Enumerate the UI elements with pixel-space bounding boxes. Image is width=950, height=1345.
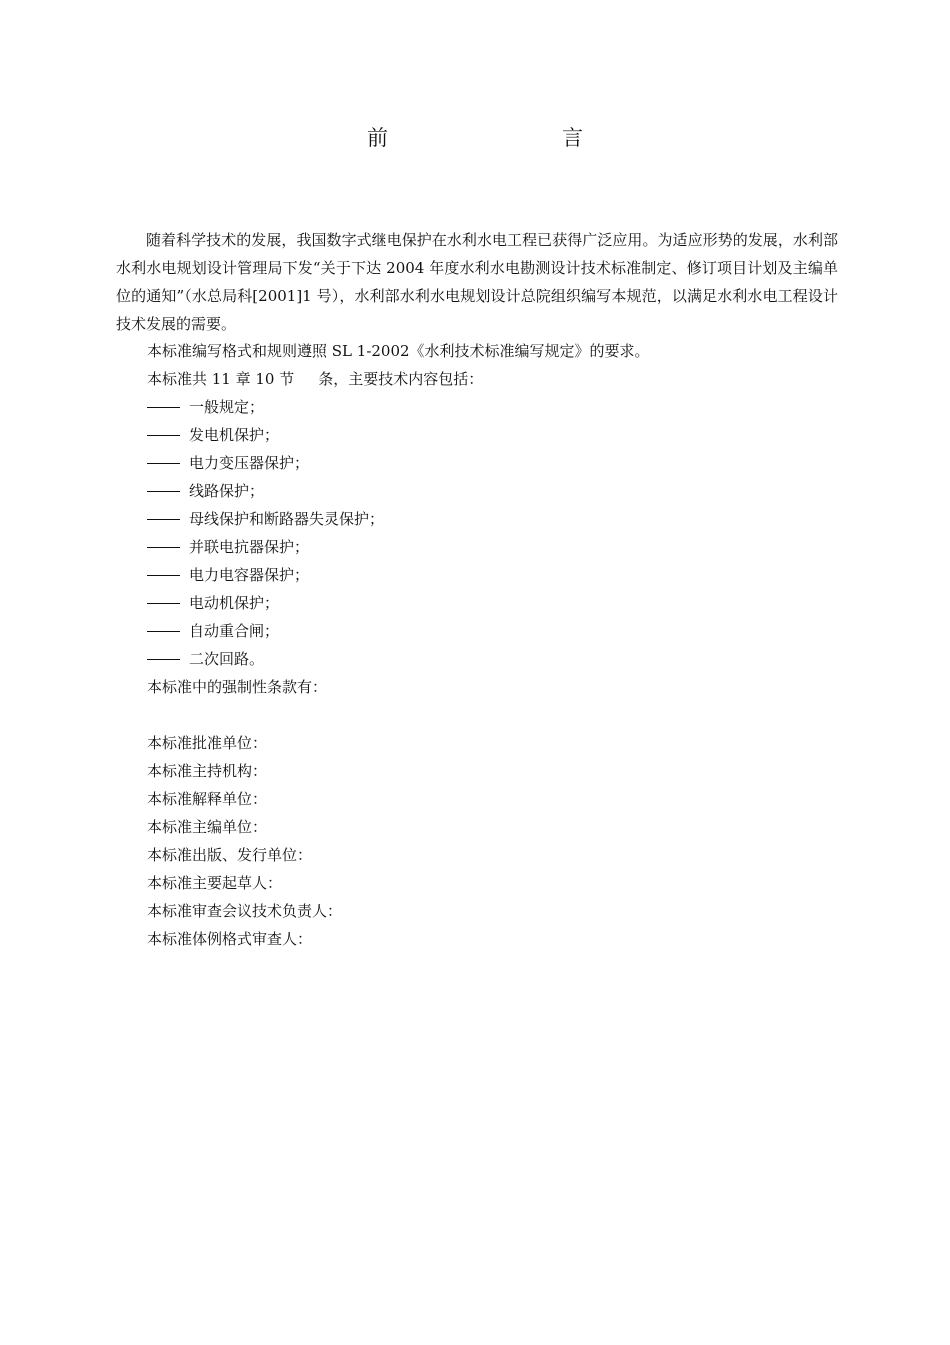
info-line: 本标准出版、发行单位： xyxy=(147,846,313,864)
em-dash xyxy=(147,547,180,548)
list-item-text: 自动重合闸； xyxy=(189,622,280,640)
info-line: 本标准主要起草人： xyxy=(147,874,283,892)
list-item-text: 发电机保护； xyxy=(189,426,280,444)
list-item-text: 一般规定； xyxy=(189,398,265,416)
list-item-text: 并联电抗器保护； xyxy=(189,538,310,556)
intro-paragraph: 随着科学技术的发展，我国数字式继电保护在水利水电工程已获得广泛应用。为适应形势的发展，水利部水利水电规划设计管理局下发“关于下达 2004 年度水利水电勘测设计技术标准制定、修订项目计划及主编单位的通知”（水总局科[2001]1 号），水利部水利水电规划设计总院组织编写本规范，以满足水利水电工程设计技术发展的需要。 xyxy=(116,231,838,333)
page-title: 前 言 xyxy=(367,126,627,150)
list-item xyxy=(147,453,309,473)
list-item-text: 二次回路。 xyxy=(189,650,265,668)
mandatory-clauses-line: 本标准中的强制性条款有： xyxy=(147,678,328,696)
list-item xyxy=(147,649,264,669)
list-item-text: 线路保护； xyxy=(189,482,265,500)
structure-line-part1: 本标准共 11 章 10 节 xyxy=(147,370,295,388)
list-item-text: 母线保护和断路器失灵保护； xyxy=(189,510,385,528)
structure-line xyxy=(147,369,483,389)
em-dash xyxy=(147,603,180,604)
list-item xyxy=(147,593,279,613)
em-dash xyxy=(147,631,180,632)
info-line: 本标准解释单位： xyxy=(147,790,268,808)
info-line: 本标准主持机构： xyxy=(147,762,268,780)
em-dash xyxy=(147,463,180,464)
list-item xyxy=(147,397,264,417)
list-item-text: 电力电容器保护； xyxy=(189,566,310,584)
list-item-text: 电力变压器保护； xyxy=(189,454,310,472)
list-item xyxy=(147,565,309,585)
info-line: 本标准主编单位： xyxy=(147,818,268,836)
info-line: 本标准审查会议技术负责人： xyxy=(147,902,343,920)
list-item-text: 电动机保护； xyxy=(189,594,280,612)
em-dash xyxy=(147,491,180,492)
em-dash xyxy=(147,435,180,436)
em-dash xyxy=(147,519,180,520)
info-line: 本标准体例格式审查人： xyxy=(147,930,313,948)
list-item xyxy=(147,621,279,641)
structure-line-part2: 条，主要技术内容包括： xyxy=(318,370,484,388)
list-item xyxy=(147,537,309,557)
info-line: 本标准批准单位： xyxy=(147,734,268,752)
format-line: 本标准编写格式和规则遵照 SL 1-2002《水利技术标准编写规定》的要求。 xyxy=(147,342,650,360)
em-dash xyxy=(147,659,180,660)
list-item xyxy=(147,425,279,445)
em-dash xyxy=(147,407,180,408)
list-item xyxy=(147,509,384,529)
em-dash xyxy=(147,575,180,576)
list-item xyxy=(147,481,264,501)
